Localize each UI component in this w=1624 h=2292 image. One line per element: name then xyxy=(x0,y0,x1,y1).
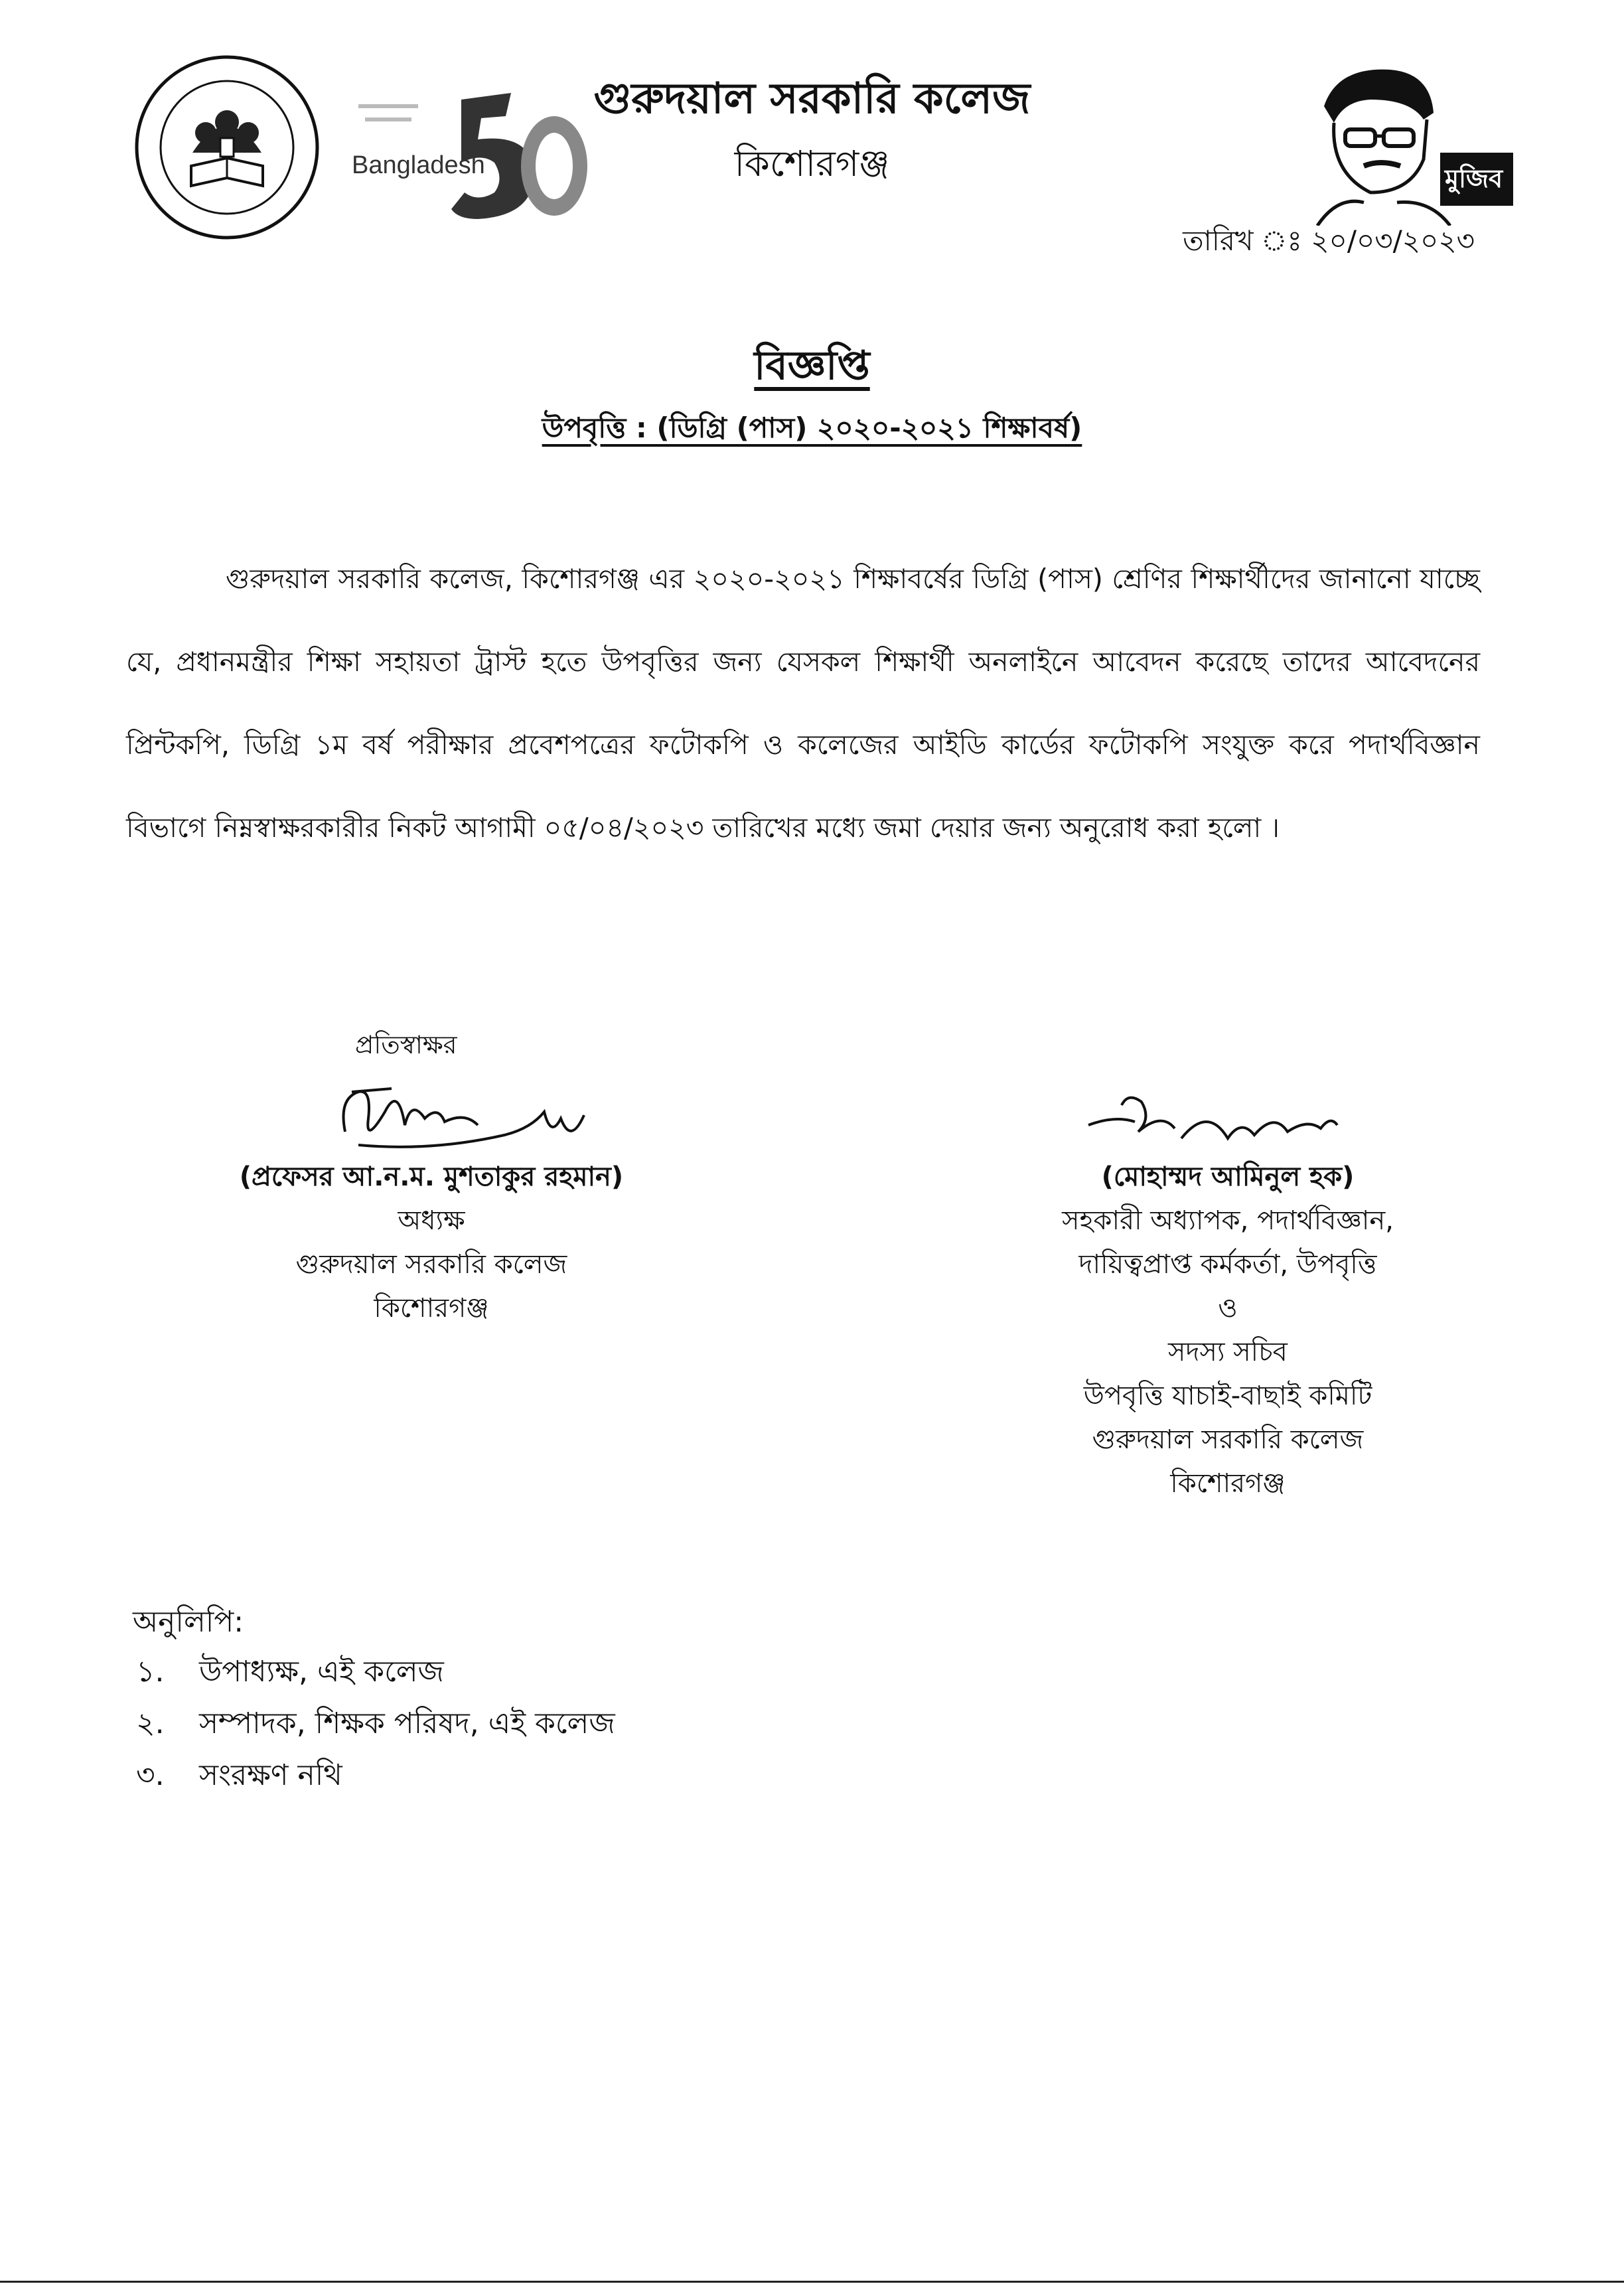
signatory-right-line: কিশোরগঞ্জ xyxy=(1170,1468,1286,1499)
portrait-badge-text: মুজিব xyxy=(1445,164,1503,193)
copies-list xyxy=(136,1646,615,1801)
copy-item xyxy=(136,1750,615,1801)
signatory-right-line: ও xyxy=(1218,1293,1238,1324)
copies-heading: অনুলিপি: xyxy=(133,1605,244,1639)
copy-item-number: ৩. xyxy=(136,1758,165,1792)
copy-item-text: সম্পাদক, শিক্ষক পরিষদ, এই কলেজ xyxy=(199,1707,615,1740)
copy-item-text: উপাধ্যক্ষ, এই কলেজ xyxy=(199,1655,444,1689)
copy-item-number: ১. xyxy=(136,1655,165,1689)
signatory-left-line: গুরুদয়াল সরকারি কলেজ xyxy=(295,1249,567,1280)
signatory-right-line: উপবৃত্তি যাচাই-বাছাই কমিটি xyxy=(1083,1381,1372,1411)
copy-item-number: ২. xyxy=(136,1707,165,1740)
signatory-right-line: সহকারী অধ্যাপক, পদার্থবিজ্ঞান, xyxy=(1062,1205,1394,1236)
signatory-left-name: (প্রফেসর আ.ন.ম. মুশতাকুর রহমান) xyxy=(239,1162,624,1192)
notice-title-text: বিজ্ঞপ্তি xyxy=(754,343,870,389)
copy-item-text: সংরক্ষণ নথি xyxy=(199,1758,342,1792)
notice-title xyxy=(0,335,1624,402)
signatory-right-line: দায়িত্বপ্রাপ্ত কর্মকর্তা, উপবৃত্তি xyxy=(1078,1249,1377,1280)
signatory-left-line: অধ্যক্ষ xyxy=(398,1205,465,1236)
notice-subtitle xyxy=(0,406,1624,453)
page-bottom-border xyxy=(0,2281,1624,2283)
district-name: কিশোরগঞ্জ xyxy=(734,143,890,185)
signatory-right-line: সদস্য সচিব xyxy=(1168,1337,1288,1367)
signatory-left xyxy=(179,1155,684,1330)
signatory-right-line: গুরুদয়াল সরকারি কলেজ xyxy=(1092,1424,1364,1455)
signature-left xyxy=(332,1072,611,1172)
notice-body xyxy=(126,538,1480,870)
signature-right xyxy=(1075,1079,1354,1165)
notice-subtitle-text: উপবৃত্তি : (ডিগ্রি (পাস) ২০২০-২০২১ শিক্ষাবর্ষ) xyxy=(542,412,1082,444)
signatory-right xyxy=(942,1155,1513,1505)
notice-body-paragraph: গুরুদয়াল সরকারি কলেজ, কিশোরগঞ্জ এর ২০২০-২০২১ শিক্ষাবর্ষের ডিগ্রি (পাস) শ্রেণির শিক্ষার্থীদের জানানো যাচ্ছে যে, প্রধানমন্ত্রীর শিক্ষা সহায়তা ট্রাস্ট হতে উপবৃত্তির জন্য যেসকল শিক্ষার্থী অনলাইনে আবেদন করেছে তাদের আবেদনের প্রিন্টকপি, ডিগ্রি ১ম বর্ষ পরীক্ষার প্রবেশপত্রের ফটোকপি ও কলেজের আইডি কার্ডের ফটোকপি সংযুক্ত করে পদার্থবিজ্ঞান বিভাগে নিম্নস্বাক্ষরকারীর নিকট আগামী ০৫/০৪/২০২৩ তারিখের মধ্যে জমা দেয়ার জন্য অনুরোধ করা হলো । xyxy=(126,563,1480,844)
notice-date: তারিখ ঃ ২০/০৩/২০২৩ xyxy=(1183,224,1475,257)
copy-item xyxy=(136,1646,615,1698)
bangladesh-text: Bangladesh xyxy=(352,151,485,179)
countersign-label: প্রতিস্বাক্ষর xyxy=(355,1030,457,1059)
copy-item xyxy=(136,1698,615,1750)
college-name: গুরুদয়াল সরকারি কলেজ xyxy=(593,74,1031,123)
signatory-left-line: কিশোরগঞ্জ xyxy=(374,1293,489,1324)
signatory-right-name: (মোহাম্মদ আমিনুল হক) xyxy=(1101,1162,1355,1192)
